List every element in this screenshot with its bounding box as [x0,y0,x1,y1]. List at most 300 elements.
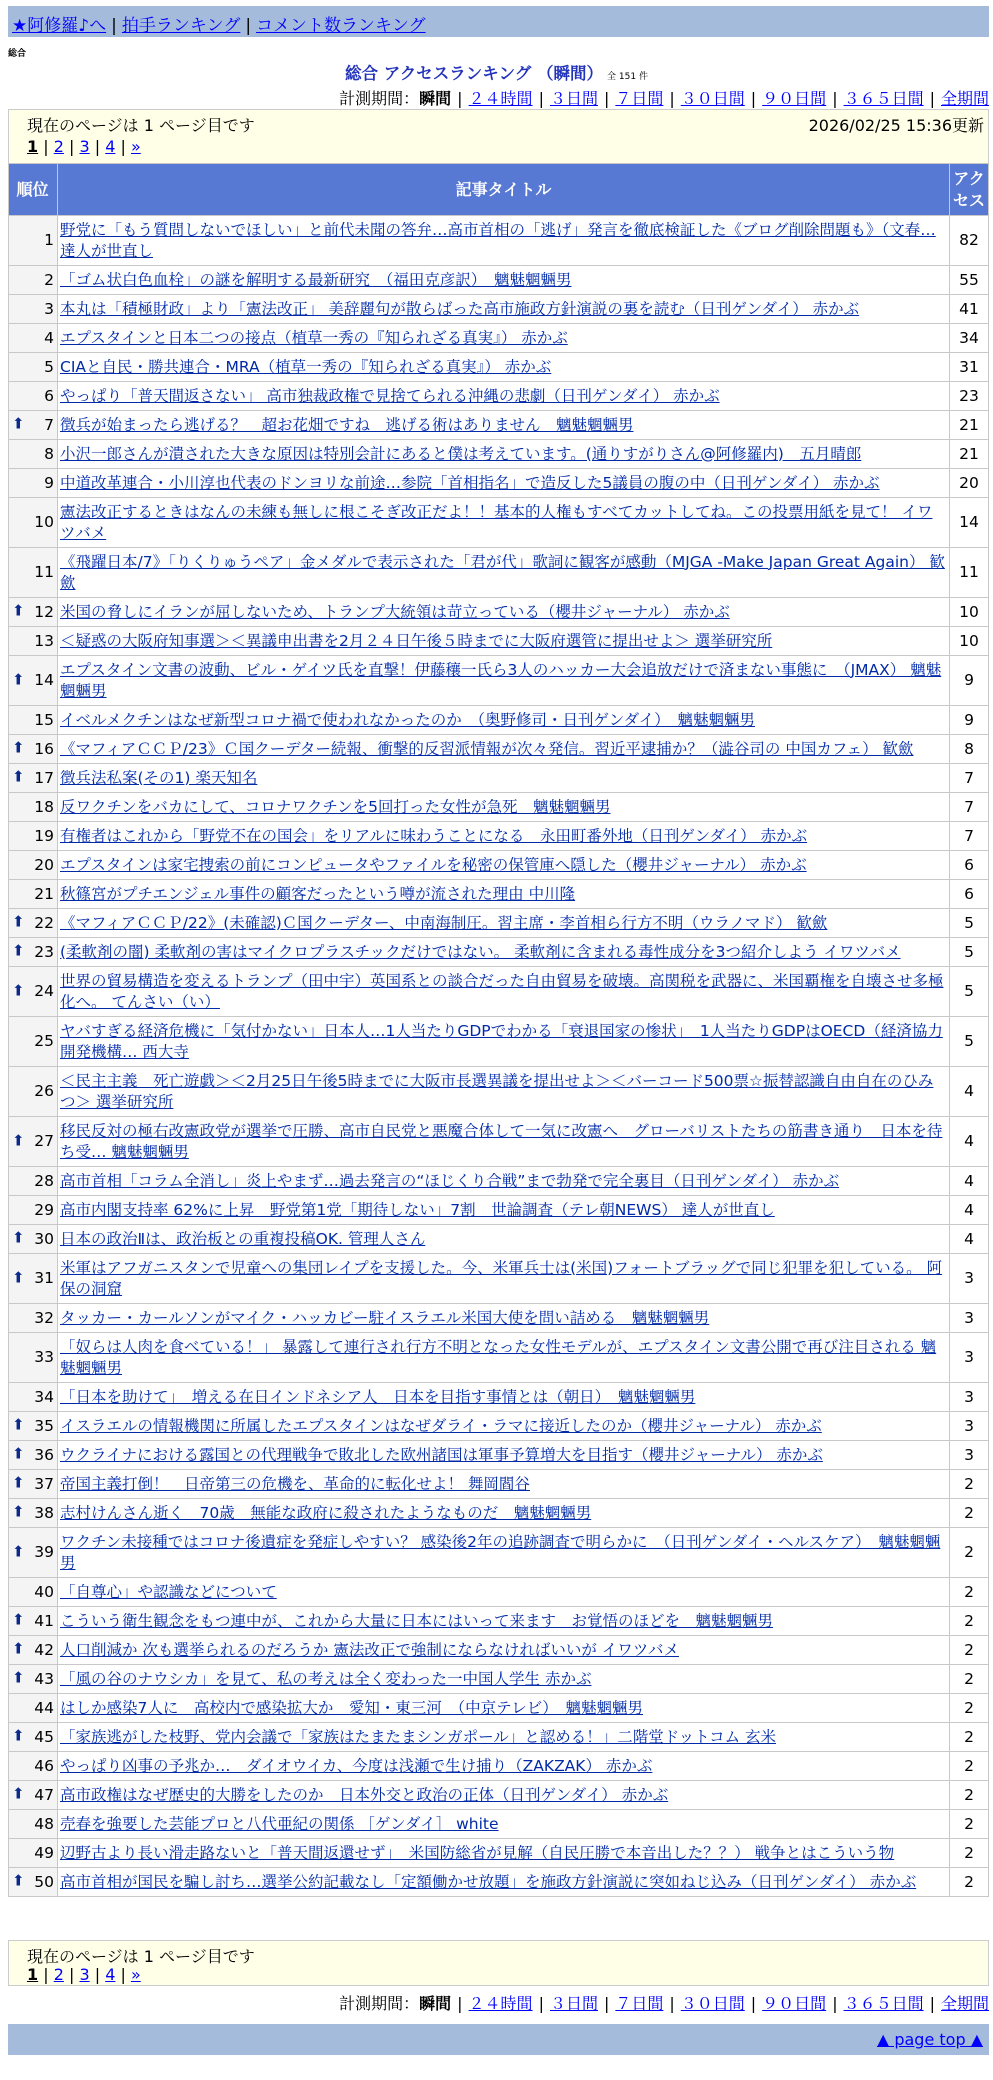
article-link[interactable]: 高市政権はなぜ歴史的大勝をしたのか 日本外交と政治の正体（日刊ゲンダイ） 赤かぶ [60,1785,669,1804]
access-count: 2 [950,1636,989,1665]
table-row [9,266,989,295]
access-count: 3 [950,1254,989,1304]
period-link[interactable]: 全期間 [940,1994,989,2013]
title-cell [58,1723,950,1752]
ranking-table [8,163,989,1897]
rank-number: 37 [34,1474,54,1493]
title-cell [58,851,950,880]
rank-number: 36 [34,1445,54,1464]
page-separator: | [89,137,106,156]
access-count: 2 [950,1694,989,1723]
title-cell [58,1694,950,1723]
page-top-link[interactable]: ▲ page top ▲ [876,2030,983,2049]
page-info-bottom [8,1940,989,1986]
page-link[interactable]: 2 [53,1965,64,1984]
access-count: 20 [950,469,989,498]
title-cell [58,1868,950,1897]
period-separator: | [457,89,463,108]
table-row [9,548,989,598]
title-cell [58,1528,950,1578]
table-row [9,598,989,627]
table-row [9,1694,989,1723]
rank-up-arrow-icon: ⬆ [12,912,25,931]
article-link[interactable]: ＜疑惑の大阪府知事選＞＜異議申出書を2月２４日午後５時までに大阪府選管に提出せよ＞ 選挙研究所 [60,631,773,650]
table-row [9,295,989,324]
rank-number: 22 [34,913,54,932]
rank-up-arrow-icon: ⬆ [12,738,25,757]
access-count: 21 [950,411,989,440]
access-count: 21 [950,440,989,469]
rank-up-arrow-icon: ⬆ [12,1444,25,1463]
title-cell [58,382,950,411]
rank-up-arrow-icon: ⬆ [12,1784,25,1803]
access-count: 2 [950,1470,989,1499]
title-cell [58,1117,950,1167]
rank-number: 11 [34,563,54,581]
period-link[interactable]: ３日間 [549,89,598,108]
access-count: 7 [950,764,989,793]
page-info-top [8,109,989,164]
table-row [9,1839,989,1868]
rank-number: 38 [34,1503,54,1522]
table-row [9,1383,989,1412]
page-separator: | [89,1965,106,1984]
title-cell [58,1225,950,1254]
category-tag: 総合 [8,49,27,59]
title-cell [58,1383,950,1412]
article-link[interactable]: ＜民主主義 死亡遊戯＞＜2月25日午後5時までに大阪市長選異議を提出せよ＞＜バーコード500票☆振替認識自由自在のひみつ＞ 選挙研究所 [60,1071,934,1111]
rank-number: 40 [34,1582,54,1601]
table-row [9,1196,989,1225]
article-link[interactable]: 徴兵法私案(その1) 楽天知名 [60,768,258,787]
page-title [0,60,993,84]
rank-up-arrow-icon: ⬆ [12,1639,25,1658]
rank-up-arrow-icon: ⬆ [12,669,25,688]
article-link[interactable]: やっぱり凶事の予兆か… ダイオウイカ、今度は浅瀬で生け捕り（ZAKZAK） 赤かぶ [60,1756,653,1775]
article-link[interactable]: 「奴らは人肉を食べている！」 暴露して連行され行方不明となった女性モデルが、エプスタイン文書公開で再び注目される 魑魅魍魎男 [60,1337,937,1377]
rank-number: 12 [34,602,54,621]
page-link[interactable]: 4 [105,137,116,156]
article-link[interactable]: 《飛躍日本/7》「りくりゅうペア」金メダルで表示された「君が代」歌詞に観客が感動（MJGA -Make Japan Great Again） 歓歛 [60,552,945,592]
title-cell [58,764,950,793]
period-selector-bottom [339,1991,989,2014]
period-link[interactable]: ２４時間 [468,89,533,108]
article-link[interactable]: (柔軟剤の闇) 柔軟剤の害はマイクロプラスチックだけではない。 柔軟剤に含まれる毒性成分を3つ紹介しよう イワツバメ [60,942,901,961]
period-link[interactable]: ７日間 [615,1994,664,2013]
article-link[interactable]: 日本の政治Ⅱは、政治板との重複投稿OK. 管理人さん [60,1229,426,1248]
rank-up-arrow-icon: ⬆ [12,601,25,620]
rank-number: 32 [34,1308,54,1327]
page-current: 1 [27,1965,39,1984]
rank-up-arrow-icon: ⬆ [12,414,25,433]
title-cell [58,598,950,627]
title-cell [58,967,950,1017]
table-row [9,851,989,880]
article-link[interactable]: やっぱり「普天間返さない」 高市独裁政権で見捨てられる沖縄の悲劇（日刊ゲンダイ） 赤かぶ [60,386,720,405]
access-count: 2 [950,1578,989,1607]
article-link[interactable]: 志村けんさん逝く 70歳 無能な政府に殺されたようなものだ 魑魅魍魎男 [60,1503,592,1522]
article-link[interactable]: 小沢一郎さんが潰された大きな原因は特別会計にあると僕は考えています。(通りすがりさん@阿修羅内) 五月晴郎 [60,444,862,463]
article-link[interactable]: エプスタイン文書の波動、ビル・ゲイツ氏を直撃！伊藤穰一氏ら3人のハッカー大会追放だけで済まない事態に （JMAX） 魑魅魍魎男 [60,660,942,700]
rank-cell [9,440,58,469]
period-separator: | [538,89,544,108]
title-cell [58,266,950,295]
rank-number: 10 [34,513,54,531]
access-count: 2 [950,1607,989,1636]
title-cell [58,1499,950,1528]
page-link[interactable]: 3 [79,1965,90,1984]
table-row [9,967,989,1017]
article-link[interactable]: こういう衛生観念をもつ連中が、これから大量に日本にはいって来ます お覚悟のほどを 魑魅魍魎男 [60,1611,774,1630]
table-row [9,706,989,735]
title-cell [58,1304,950,1333]
table-row [9,656,989,706]
rank-cell [9,1412,58,1441]
table-row [9,627,989,656]
table-row [9,880,989,909]
access-count: 3 [950,1441,989,1470]
comment-ranking-link[interactable]: コメント数ランキング [256,16,426,36]
article-link[interactable]: 秋篠宮がプチエンジェル事件の顧客だったという噂が流された理由 中川隆 [60,884,576,903]
table-row [9,1304,989,1333]
article-link[interactable]: 高市内閣支持率 62%に上昇 野党第1党「期待しない」7割 世論調査（テレ朝NEWS） 達人が世直し [60,1200,775,1219]
rank-number: 45 [34,1727,54,1746]
article-link[interactable]: 本丸は「積極財政」より「憲法改正」 美辞麗句が散らばった高市施政方針演説の裏を読む（日刊ゲンダイ） 赤かぶ [60,299,860,318]
access-count: 6 [950,851,989,880]
access-count: 10 [950,627,989,656]
period-link[interactable]: ９０日間 [762,1994,827,2013]
rank-cell [9,880,58,909]
period-separator: | [832,1994,838,2013]
access-count: 4 [950,1117,989,1167]
rank-number: 48 [34,1814,54,1833]
rank-cell [9,793,58,822]
access-count: 2 [950,1665,989,1694]
table-row [9,909,989,938]
article-link[interactable]: 高市首相「コラム全消し」炎上やまず…過去発言の“ほじくり合戦”まで勃発で完全裏目（日刊ゲンダイ） 赤かぶ [60,1171,840,1190]
pagination-bottom [27,1965,141,1984]
access-count: 5 [950,967,989,1017]
period-separator: | [669,1994,675,2013]
page-link[interactable]: 3 [79,137,90,156]
rank-up-arrow-icon: ⬆ [12,1228,25,1247]
access-count: 82 [950,216,989,266]
rank-cell [9,1752,58,1781]
article-link[interactable]: はしか感染7人に 高校内で感染拡大か 愛知・東三河 （中京テレビ） 魑魅魍魎男 [60,1698,644,1717]
rank-number: 24 [34,982,54,1000]
period-link[interactable]: ７日間 [615,89,664,108]
rank-up-arrow-icon: ⬆ [12,1871,25,1890]
period-link[interactable]: ３日間 [549,1994,598,2013]
article-link[interactable]: ウクライナにおける露国との代理戦争で敗北した欧州諸国は軍事予算増大を目指す（櫻井ジャーナル） 赤かぶ [60,1445,823,1464]
period-separator: | [929,1994,935,2013]
table-row [9,793,989,822]
rank-number: 28 [34,1171,54,1190]
rank-cell [9,1578,58,1607]
rank-number: 1 [44,231,54,249]
access-count: 2 [950,1752,989,1781]
article-link[interactable]: ヤバすぎる経済危機に「気付かない」日本人…1人当たりGDPでわかる「衰退国家の惨状」 1人当たりGDPはOECD（経済協力開発機構… 西大寺 [60,1021,943,1061]
clap-ranking-link[interactable]: 拍手ランキング [121,16,241,36]
rank-cell [9,216,58,266]
article-link[interactable]: イスラエルの情報機関に所属したエプスタインはなぜダライ・ラマに接近したのか（櫻井ジャーナル） 赤かぶ [60,1416,822,1435]
period-separator: | [832,89,838,108]
page-link[interactable]: 2 [53,137,64,156]
rank-cell [9,548,58,598]
rank-cell [9,1694,58,1723]
page-separator: | [63,1965,80,1984]
title-cell [58,1810,950,1839]
title-column-header: 記事タイトル [58,164,950,216]
rank-number: 23 [34,942,54,961]
period-link[interactable]: ３０日間 [680,1994,745,2013]
table-row [9,1333,989,1383]
current-page-text: 現在のページは 1 ページ目です [27,116,255,135]
title-cell [58,1017,950,1067]
article-link[interactable]: 米国の脅しにイランが屈しないため、トランプ大統領は苛立っている（櫻井ジャーナル） 赤かぶ [60,602,730,621]
title-cell [58,1636,950,1665]
rank-number: 15 [34,710,54,729]
article-link[interactable]: 《マフィアＣＣＰ/23》Ｃ国クーデター続報、衝撃的反習派情報が次々発信。習近平逮捕か？（澁谷司の 中国カフェ） 歓歛 [60,739,914,758]
table-row [9,353,989,382]
page-separator: | [63,137,80,156]
rank-cell [9,909,58,938]
home-link[interactable]: ★阿修羅♪へ [12,16,107,36]
period-current: 瞬間 [419,89,452,108]
rank-number: 35 [34,1416,54,1435]
table-row [9,764,989,793]
period-link[interactable]: ２４時間 [468,1994,533,2013]
title-cell [58,1196,950,1225]
rank-number: 27 [34,1132,54,1150]
period-separator: | [750,1994,757,2013]
page-link[interactable]: 4 [105,1965,116,1984]
article-link[interactable]: 「風の谷のナウシカ」を見て、私の考えは全く変わった一中国人学生 赤かぶ [60,1669,592,1688]
title-cell [58,469,950,498]
table-row [9,1117,989,1167]
article-link[interactable]: CIAと自民・勝共連合・MRA（植草一秀の『知られざる真実』） 赤かぶ [60,357,552,376]
access-count: 5 [950,938,989,967]
rank-cell [9,1636,58,1665]
title-cell [58,498,950,548]
rank-up-arrow-icon: ⬆ [12,980,25,999]
page-separator: | [115,1965,131,1984]
rank-number: 50 [34,1872,54,1891]
period-label: 計測期間： [339,1994,420,2013]
page-link[interactable]: » [130,1965,141,1984]
article-link[interactable]: エプスタインと日本二つの接点（植草一秀の『知られざる真実』） 赤かぶ [60,328,568,347]
access-count: 8 [950,735,989,764]
access-count: 5 [950,909,989,938]
access-count: 3 [950,1412,989,1441]
rank-up-arrow-icon: ⬆ [12,1541,25,1560]
top-nav-bar [8,6,989,37]
article-link[interactable]: イベルメクチンはなぜ新型コロナ禍で使われなかったのか （奥野修司・日刊ゲンダイ） 魑魅魍魎男 [60,710,756,729]
table-row [9,822,989,851]
rank-cell [9,382,58,411]
table-row [9,1441,989,1470]
rank-number: 3 [44,299,54,318]
pagination-top [27,137,141,156]
article-link[interactable]: 帝国主義打倒！ 日帝第三の危機を、革命的に転化せよ！ 舞岡閻谷 [60,1474,530,1493]
article-link[interactable]: 移民反対の極右改憲政党が選挙で圧勝、高市自民党と悪魔合体して一気に改憲へ グローバリストたちの筋書き通り 日本を待ち受… 魑魅魍魎男 [60,1121,943,1161]
article-link[interactable]: 《マフィアＣＣＰ/22》(未確認)Ｃ国クーデター、中南海制圧。習主席・李首相ら行方不明（ウラノマド） 歓歛 [60,913,828,932]
title-cell [58,1412,950,1441]
period-link[interactable]: 全期間 [940,89,989,108]
period-separator: | [929,89,935,108]
table-row [9,1017,989,1067]
article-link[interactable]: 野党に「もう質問しないでほしい」と前代未聞の答弁…高市首相の「逃げ」発言を徹底検証した《ブログ削除問題も》（文春… 達人が世直し [60,220,936,260]
access-count: 3 [950,1383,989,1412]
article-link[interactable]: 人口削減か 次も選挙られるのだろうか 憲法改正で強制にならなければいいが イワツバメ [60,1640,679,1659]
rank-cell [9,851,58,880]
period-separator: | [603,1994,610,2013]
rank-number: 33 [34,1348,54,1366]
footer-bar [8,2024,989,2055]
rank-number: 5 [44,357,54,376]
rank-cell [9,1333,58,1383]
title-cell [58,440,950,469]
article-link[interactable]: ワクチン未接種ではコロナ後遺症を発症しやすい？ 感染後2年の追跡調査で明らかに （日刊ゲンダイ・ヘルスケア） 魑魅魍魎男 [60,1532,941,1572]
table-row [9,1067,989,1117]
access-count: 3 [950,1304,989,1333]
rank-up-arrow-icon: ⬆ [12,1267,25,1286]
rank-cell [9,706,58,735]
article-link[interactable]: 「家族逃がした枝野、党内会議で「家族はたまたまシンガポール」と認める！」二階堂ドットコム 玄米 [60,1727,776,1746]
rank-cell [9,1196,58,1225]
access-count: 2 [950,1868,989,1897]
article-link[interactable]: 「自尊心」や認識などについて [60,1582,277,1601]
period-separator: | [603,89,610,108]
rank-cell [9,411,58,440]
period-link[interactable]: ３６５日間 [843,89,924,108]
rank-cell [9,498,58,548]
table-row [9,411,989,440]
access-count: 31 [950,353,989,382]
table-row [9,1752,989,1781]
period-link[interactable]: ３６５日間 [843,1994,924,2013]
access-count: 11 [950,548,989,598]
rank-cell [9,764,58,793]
article-link[interactable]: 中道改革連合・小川淳也代表のドンヨリな前途…参院「首相指名」で造反した5議員の腹の中（日刊ゲンダイ） 赤かぶ [60,473,880,492]
table-row [9,1528,989,1578]
rank-cell [9,1607,58,1636]
rank-cell [9,967,58,1017]
table-row [9,1665,989,1694]
table-row [9,1254,989,1304]
rank-cell [9,598,58,627]
table-row [9,1412,989,1441]
article-link[interactable]: エプスタインは家宅捜索の前にコンピュータやファイルを秘密の保管庫へ隠した（櫻井ジャーナル） 赤かぶ [60,855,807,874]
period-link[interactable]: ９０日間 [762,89,827,108]
access-count: 2 [950,1810,989,1839]
rank-number: 31 [34,1269,54,1287]
article-link[interactable]: タッカー・カールソンがマイク・ハッカビー駐イスラエル米国大使を問い詰める 魑魅魍魎男 [60,1308,710,1327]
article-link[interactable]: 辺野古より長い滑走路ないと「普天間返還せず」 米国防総省が見解（自民圧勝で本音出した？？） 戦争とはこういう物 [60,1843,895,1862]
title-cell [58,1665,950,1694]
rank-number: 6 [44,386,54,405]
access-count: 4 [950,1067,989,1117]
rank-up-arrow-icon: ⬆ [12,1610,25,1629]
title-cell [58,1752,950,1781]
access-count: 7 [950,822,989,851]
article-link[interactable]: 「ゴム状白色血栓」の謎を解明する最新研究 （福田克彦訳） 魑魅魍魎男 [60,270,572,289]
title-cell [58,627,950,656]
rank-cell [9,1117,58,1167]
rank-number: 19 [34,826,54,845]
rank-cell [9,1665,58,1694]
rank-up-arrow-icon: ⬆ [12,767,25,786]
period-separator: | [457,1994,463,2013]
nav-separator: | [245,16,252,36]
table-row [9,440,989,469]
title-cell [58,1167,950,1196]
table-row [9,938,989,967]
article-link[interactable]: 米軍はアフガニスタンで児童への集団レイプを支援した。今、米軍兵士は(米国)フォートブラッグで同じ犯罪を犯している。 阿保の洞窟 [60,1258,943,1298]
rank-column-header: 順位 [9,164,58,216]
title-cell [58,1470,950,1499]
title-cell [58,353,950,382]
rank-cell [9,469,58,498]
table-row [9,1868,989,1897]
article-link[interactable]: 売春を強要した芸能プロと八代亜紀の関係 ［ゲンダイ］ white [60,1814,499,1833]
table-row [9,382,989,411]
title-cell [58,548,950,598]
rank-up-arrow-icon: ⬆ [12,1668,25,1687]
article-link[interactable]: 世界の貿易構造を変えるトランプ（田中宇）英国系との談合だった自由貿易を破壊。高関税を武器に、米国覇権を自壊させ多極化へ。 てんさい（い） [60,971,944,1011]
title-cell [58,1607,950,1636]
title-cell [58,1441,950,1470]
article-link[interactable]: 「日本を助けて」 増える在日インドネシア人 日本を目指す事情とは（朝日） 魑魅魍魎男 [60,1387,696,1406]
rank-cell [9,1383,58,1412]
period-separator: | [669,89,675,108]
table-row [9,735,989,764]
page-link[interactable]: » [130,137,141,156]
table-row [9,469,989,498]
access-count: 4 [950,1167,989,1196]
rank-up-arrow-icon: ⬆ [12,1415,25,1434]
rank-cell [9,1470,58,1499]
rank-number: 41 [34,1611,54,1630]
rank-cell [9,656,58,706]
page-separator: | [38,1965,54,1984]
table-row [9,1470,989,1499]
page-separator: | [115,137,131,156]
rank-cell [9,1723,58,1752]
page-separator: | [38,137,54,156]
ranking-body [9,216,989,1897]
article-link[interactable]: 徴兵が始まったら逃げる？ 超お花畑ですね 逃げる術はありません 魑魅魍魎男 [60,415,634,434]
table-header-row [9,164,989,216]
title-cell [58,793,950,822]
rank-number: 13 [34,631,54,650]
access-count: 9 [950,706,989,735]
title-cell [58,822,950,851]
article-link[interactable]: 高市首相が国民を騙し討ち…選挙公約記載なし「定額働かせ放題」を施政方針演説に突如ねじ込み（日刊ゲンダイ） 赤かぶ [60,1872,917,1891]
rank-cell [9,822,58,851]
article-link[interactable]: 反ワクチンをバカにして、コロナワクチンを5回打った女性が急死 魑魅魍魎男 [60,797,611,816]
article-link[interactable]: 憲法改正するときはなんの未練も無しに根こそぎ改正だよ！！基本的人権もすべてカットしてね。この投票用紙を見て！ イワツバメ [60,502,933,542]
table-row [9,498,989,548]
rank-up-arrow-icon: ⬆ [12,941,25,960]
table-row [9,1723,989,1752]
access-count: 2 [950,1839,989,1868]
access-count: 5 [950,1017,989,1067]
period-link[interactable]: ３０日間 [680,89,745,108]
title-cell [58,324,950,353]
article-link[interactable]: 有権者はこれから「野党不在の国会」をリアルに味わうことになる 永田町番外地（日刊ゲンダイ） 赤かぶ [60,826,808,845]
table-row [9,1810,989,1839]
